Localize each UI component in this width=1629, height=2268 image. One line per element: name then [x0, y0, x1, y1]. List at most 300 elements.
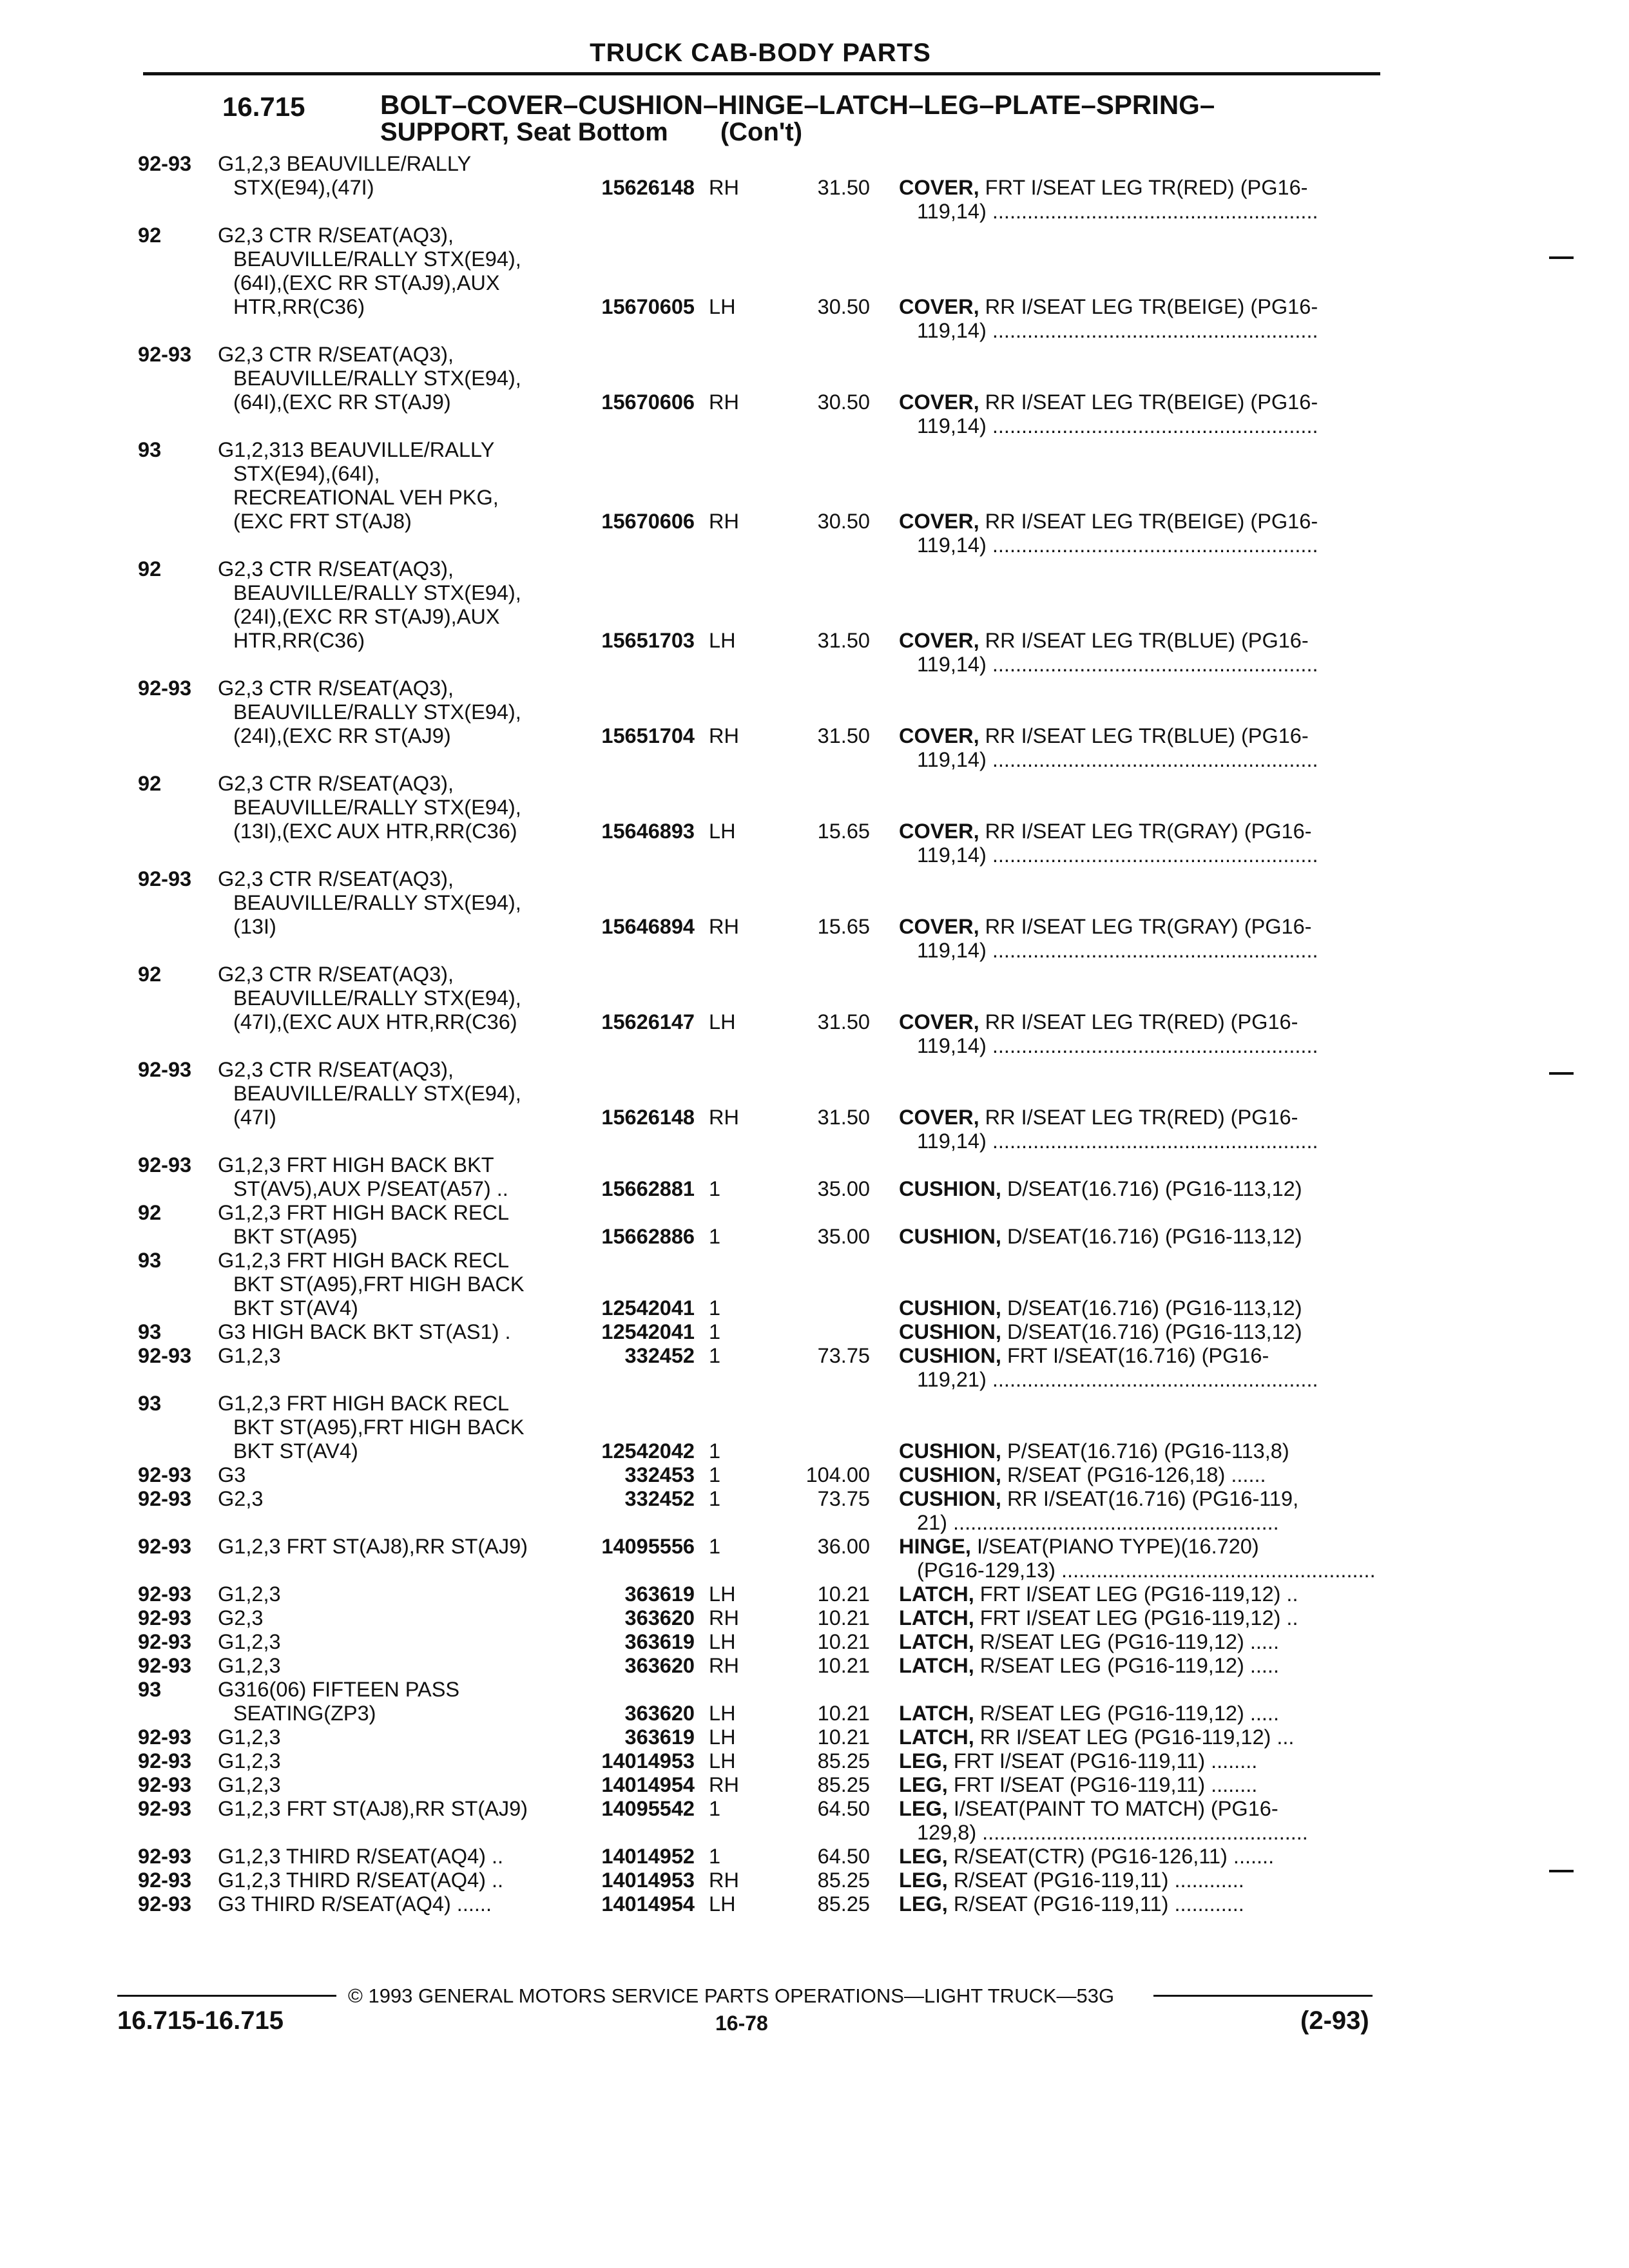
part-name-noun: HINGE,	[899, 1535, 971, 1558]
part-name-line	[899, 510, 1376, 533]
description-text: STX(E94),(64I),	[233, 462, 380, 485]
part-name-noun: LATCH,	[899, 1630, 974, 1653]
description-line	[218, 1416, 566, 1439]
description-line	[218, 295, 566, 319]
description-text: BEAUVILLE/RALLY STX(E94),	[233, 891, 521, 914]
part-name-detail: RR I/SEAT LEG TR(GRAY) (PG16-	[985, 915, 1312, 938]
description-line	[218, 1344, 566, 1368]
part-name-continuation: 119,14) .....	[899, 533, 1376, 557]
table-row	[0, 1201, 1629, 1249]
part-name-line	[899, 724, 1376, 748]
quantity-side: LH	[709, 629, 736, 652]
part-name-detail: RR I/SEAT LEG TR(BEIGE) (PG16-	[985, 510, 1318, 533]
table-row	[0, 1058, 1629, 1153]
usage-description	[218, 1249, 566, 1320]
part-number: 332452	[624, 1344, 695, 1367]
part-number: 332453	[624, 1463, 695, 1486]
description-text: RECREATIONAL VEH PKG,	[233, 486, 499, 509]
quantity-side: 1	[709, 1344, 721, 1367]
quantity-side: RH	[709, 1869, 739, 1892]
description-text: (64I),(EXC RR ST(AJ9),AUX	[233, 271, 500, 294]
description-line	[218, 367, 566, 390]
description-line	[218, 1392, 566, 1416]
price: 73.75	[817, 1344, 870, 1367]
part-name-line	[899, 915, 1376, 939]
description-line	[218, 390, 566, 414]
part-number: 14014953	[601, 1869, 695, 1892]
description-text: G1,2,3 FRT ST(AJ8),RR ST(AJ9)	[218, 1797, 528, 1820]
quantity-side: 1	[709, 1225, 721, 1248]
model-year: 92-93	[138, 343, 192, 366]
part-name-line	[899, 1606, 1376, 1630]
usage-description	[218, 1892, 566, 1916]
part-number: 15626147	[601, 1010, 695, 1033]
part-name	[899, 1773, 1376, 1797]
part-name-line	[899, 1535, 1376, 1559]
part-name-line	[899, 1702, 1376, 1725]
table-row	[0, 1845, 1629, 1869]
footer-copyright: © 1993 GENERAL MOTORS SERVICE PARTS OPERATIONS—LIGHT TRUCK—53G	[348, 1984, 1115, 2007]
description-line	[218, 224, 566, 247]
model-year: 92-93	[138, 867, 192, 890]
price: 31.50	[817, 629, 870, 652]
description-line	[218, 1606, 566, 1630]
part-name-detail: FRT I/SEAT LEG TR(RED) (PG16-	[985, 176, 1308, 199]
part-name-noun: COVER,	[899, 820, 979, 843]
part-name-noun: LATCH,	[899, 1606, 974, 1629]
description-text: BEAUVILLE/RALLY STX(E94),	[233, 700, 521, 724]
description-line	[218, 963, 566, 986]
part-name-noun: CUSHION,	[899, 1320, 1001, 1343]
model-year: 92-93	[138, 1153, 192, 1177]
part-number: 363620	[624, 1654, 695, 1677]
model-year: 92-93	[138, 1463, 192, 1486]
description-line	[218, 343, 566, 367]
description-text: G1,2,3 THIRD R/SEAT(AQ4) ..	[218, 1845, 504, 1868]
model-year: 92-93	[138, 1654, 192, 1677]
part-number: 363619	[624, 1725, 695, 1749]
quantity-side: 1	[709, 1439, 721, 1463]
table-row	[0, 152, 1629, 224]
part-number: 15670606	[601, 390, 695, 414]
description-text: STX(E94),(47I)	[233, 176, 374, 199]
description-text: G2,3 CTR R/SEAT(AQ3),	[218, 772, 454, 795]
price: 10.21	[817, 1725, 870, 1749]
footer-date: (2-93)	[1300, 2006, 1369, 2035]
description-line	[218, 867, 566, 891]
usage-description	[218, 1749, 566, 1773]
part-name-detail: R/SEAT (PG16-126,18) ......	[1007, 1463, 1266, 1486]
quantity-side: 1	[709, 1320, 721, 1343]
price: 10.21	[817, 1606, 870, 1629]
description-line	[218, 891, 566, 915]
table-row	[0, 772, 1629, 867]
part-name	[899, 1702, 1376, 1725]
part-name-detail: RR I/SEAT LEG (PG16-119,12) ...	[979, 1725, 1295, 1749]
description-line	[218, 462, 566, 486]
price: 85.25	[817, 1892, 870, 1916]
description-line	[218, 1630, 566, 1654]
part-name	[899, 1725, 1376, 1749]
usage-description	[218, 1869, 566, 1892]
model-year: 92	[138, 224, 162, 247]
part-name-continuation: 119,14) .....	[899, 1129, 1376, 1153]
part-name-noun: COVER,	[899, 295, 979, 318]
description-text: G1,2,3	[218, 1582, 281, 1606]
table-row	[0, 224, 1629, 343]
usage-description	[218, 1654, 566, 1678]
usage-description	[218, 1630, 566, 1654]
part-name	[899, 1582, 1376, 1606]
description-line	[218, 1177, 566, 1201]
description-text: (13I),(EXC AUX HTR,RR(C36)	[233, 820, 517, 843]
part-name-line	[899, 1320, 1376, 1344]
part-name-line	[899, 1773, 1376, 1797]
part-name-detail: R/SEAT (PG16-119,11) ............	[953, 1892, 1244, 1916]
description-text: G2,3	[218, 1487, 264, 1510]
description-text: BEAUVILLE/RALLY STX(E94),	[233, 796, 521, 819]
part-number: 14095556	[601, 1535, 695, 1558]
model-year: 93	[138, 1392, 162, 1415]
part-name	[899, 629, 1376, 677]
model-year: 92-93	[138, 1797, 192, 1820]
description-text: G1,2,3 FRT ST(AJ8),RR ST(AJ9)	[218, 1535, 528, 1558]
part-name-noun: LEG,	[899, 1845, 948, 1868]
part-name-line	[899, 1749, 1376, 1773]
part-name-noun: LEG,	[899, 1773, 948, 1796]
usage-description	[218, 438, 566, 533]
section-title-line1: BOLT–COVER–CUSHION–HINGE–LATCH–LEG–PLATE–SPRING–	[380, 90, 1215, 120]
price: 15.65	[817, 820, 870, 843]
usage-description	[218, 772, 566, 843]
model-year: 92-93	[138, 1773, 192, 1796]
part-name	[899, 1106, 1376, 1153]
model-year: 92-93	[138, 1725, 192, 1749]
price: 30.50	[817, 295, 870, 318]
usage-description	[218, 1845, 566, 1869]
part-name-line	[899, 629, 1376, 653]
part-name-noun: COVER,	[899, 176, 979, 199]
model-year: 92-93	[138, 1582, 192, 1606]
description-line	[218, 1463, 566, 1487]
description-text: G3 HIGH BACK BKT ST(AS1) .	[218, 1320, 511, 1343]
table-row	[0, 1153, 1629, 1201]
price: 31.50	[817, 1106, 870, 1129]
table-row	[0, 1463, 1629, 1487]
model-year: 93	[138, 1249, 162, 1272]
description-text: BKT ST(AV4)	[233, 1296, 358, 1320]
quantity-side: 1	[709, 1487, 721, 1510]
part-name-line	[899, 1344, 1376, 1368]
description-text: BEAUVILLE/RALLY STX(E94),	[233, 247, 521, 271]
part-name-noun: COVER,	[899, 724, 979, 747]
part-name-line	[899, 1654, 1376, 1678]
description-text: G1,2,3	[218, 1344, 281, 1367]
part-name-noun: COVER,	[899, 629, 979, 652]
part-name-noun: LATCH,	[899, 1725, 974, 1749]
table-row	[0, 1535, 1629, 1582]
table-row	[0, 1582, 1629, 1606]
part-name-detail: I/SEAT(PAINT TO MATCH) (PG16-	[953, 1797, 1278, 1820]
usage-description	[218, 1320, 566, 1344]
description-text: BEAUVILLE/RALLY STX(E94),	[233, 367, 521, 390]
section-number: 16.715	[222, 91, 305, 122]
part-number: 363620	[624, 1606, 695, 1629]
description-text: G2,3	[218, 1606, 264, 1629]
description-text: (13I)	[233, 915, 276, 938]
part-name	[899, 1845, 1376, 1869]
part-name	[899, 1869, 1376, 1892]
part-name-detail: FRT I/SEAT(16.716) (PG16-	[1007, 1344, 1269, 1367]
part-name-line	[899, 390, 1376, 414]
description-line	[218, 438, 566, 462]
footer-rule-right	[1153, 1995, 1373, 1997]
part-number: 332452	[624, 1487, 695, 1510]
part-name	[899, 1487, 1376, 1535]
table-row	[0, 1725, 1629, 1749]
part-name-detail: FRT I/SEAT (PG16-119,11) ........	[953, 1773, 1258, 1796]
quantity-side: 1	[709, 1177, 721, 1200]
model-year: 93	[138, 438, 162, 461]
description-line	[218, 1869, 566, 1892]
quantity-side: RH	[709, 390, 739, 414]
quantity-side: LH	[709, 1702, 736, 1725]
part-name-line	[899, 295, 1376, 319]
part-name-line	[899, 1010, 1376, 1034]
description-text: SEATING(ZP3)	[233, 1702, 376, 1725]
description-line	[218, 605, 566, 629]
quantity-side: RH	[709, 724, 739, 747]
part-name-continuation: 119,21) .....	[899, 1368, 1376, 1392]
part-name-line	[899, 1225, 1376, 1249]
price: 30.50	[817, 390, 870, 414]
part-name-continuation: (PG16-129,13) .....	[899, 1559, 1376, 1582]
description-line	[218, 1702, 566, 1725]
description-line	[218, 1582, 566, 1606]
model-year: 92-93	[138, 1058, 192, 1081]
usage-description	[218, 1773, 566, 1797]
model-year: 92-93	[138, 1606, 192, 1629]
part-name-detail: D/SEAT(16.716) (PG16-113,12)	[1007, 1296, 1302, 1320]
part-name-line	[899, 1296, 1376, 1320]
description-text: G1,2,3	[218, 1654, 281, 1677]
quantity-side: RH	[709, 915, 739, 938]
part-name-noun: LEG,	[899, 1869, 948, 1892]
table-row	[0, 343, 1629, 438]
part-number: 15651703	[601, 629, 695, 652]
part-name-detail: RR I/SEAT(16.716) (PG16-119,	[1007, 1487, 1299, 1510]
part-name-continuation: 119,14) .....	[899, 653, 1376, 677]
model-year: 92-93	[138, 1869, 192, 1892]
usage-description	[218, 224, 566, 319]
description-text: (47I)	[233, 1106, 276, 1129]
description-text: (24I),(EXC RR ST(AJ9)	[233, 724, 451, 747]
part-name-noun: CUSHION,	[899, 1344, 1001, 1367]
part-name	[899, 1654, 1376, 1678]
part-name-line	[899, 1106, 1376, 1129]
description-text: G1,2,3 FRT HIGH BACK RECL	[218, 1201, 510, 1224]
model-year: 93	[138, 1320, 162, 1343]
description-line	[218, 1106, 566, 1129]
model-year: 92	[138, 557, 162, 581]
part-name-noun: CUSHION,	[899, 1225, 1001, 1248]
description-line	[218, 1273, 566, 1296]
description-text: G1,2,3	[218, 1630, 281, 1653]
table-row	[0, 1869, 1629, 1892]
price: 10.21	[817, 1702, 870, 1725]
part-name	[899, 176, 1376, 224]
table-row	[0, 867, 1629, 963]
model-year: 92	[138, 1201, 162, 1224]
usage-description	[218, 1058, 566, 1129]
part-name-noun: LATCH,	[899, 1702, 974, 1725]
part-name-continuation: 119,14) .....	[899, 843, 1376, 867]
description-line	[218, 1487, 566, 1511]
description-line	[218, 510, 566, 533]
table-row	[0, 1773, 1629, 1797]
description-line	[218, 986, 566, 1010]
quantity-side: RH	[709, 176, 739, 199]
quantity-side: LH	[709, 295, 736, 318]
price: 10.21	[817, 1630, 870, 1653]
description-text: HTR,RR(C36)	[233, 629, 365, 652]
description-line	[218, 557, 566, 581]
quantity-side: LH	[709, 1725, 736, 1749]
part-name-detail: RR I/SEAT LEG TR(BLUE) (PG16-	[985, 629, 1309, 652]
description-text: G1,2,3	[218, 1749, 281, 1773]
part-name-detail: I/SEAT(PIANO TYPE)(16.720)	[977, 1535, 1259, 1558]
description-line	[218, 820, 566, 843]
table-row	[0, 1892, 1629, 1916]
part-name-detail: D/SEAT(16.716) (PG16-113,12)	[1007, 1177, 1302, 1200]
description-line	[218, 1320, 566, 1344]
description-line	[218, 1773, 566, 1797]
usage-description	[218, 1344, 566, 1368]
table-row	[0, 963, 1629, 1058]
description-text: BKT ST(A95)	[233, 1225, 358, 1248]
description-line	[218, 772, 566, 796]
part-name	[899, 1439, 1376, 1463]
quantity-side: 1	[709, 1845, 721, 1868]
part-name-noun: COVER,	[899, 390, 979, 414]
part-name-detail: R/SEAT LEG (PG16-119,12) .....	[979, 1654, 1279, 1677]
part-number: 363619	[624, 1630, 695, 1653]
part-name	[899, 1749, 1376, 1773]
table-row	[0, 1630, 1629, 1654]
usage-description	[218, 1153, 566, 1201]
description-line	[218, 176, 566, 200]
description-line	[218, 581, 566, 605]
usage-description	[218, 1201, 566, 1249]
usage-description	[218, 1606, 566, 1630]
part-name-line	[899, 1630, 1376, 1654]
part-name-continuation: 119,14) .....	[899, 939, 1376, 963]
model-year: 92-93	[138, 677, 192, 700]
quantity-side: LH	[709, 1892, 736, 1916]
part-name	[899, 820, 1376, 867]
description-line	[218, 1535, 566, 1559]
part-name-noun: LEG,	[899, 1749, 948, 1773]
table-row	[0, 1654, 1629, 1678]
description-text: G2,3 CTR R/SEAT(AQ3),	[218, 867, 454, 890]
table-row	[0, 1797, 1629, 1845]
usage-description	[218, 1392, 566, 1463]
description-text: BKT ST(A95),FRT HIGH BACK	[233, 1273, 525, 1296]
footer-rule-left	[117, 1995, 336, 1997]
model-year: 92	[138, 963, 162, 986]
table-row	[0, 1249, 1629, 1320]
part-number: 14014953	[601, 1749, 695, 1773]
price: 85.25	[817, 1869, 870, 1892]
usage-description	[218, 1463, 566, 1487]
description-line	[218, 1296, 566, 1320]
model-year: 92-93	[138, 1535, 192, 1558]
table-row	[0, 1678, 1629, 1725]
part-name-line	[899, 1892, 1376, 1916]
usage-description	[218, 867, 566, 939]
part-number: 12542042	[601, 1439, 695, 1463]
part-number: 15670606	[601, 510, 695, 533]
description-line	[218, 796, 566, 820]
table-row	[0, 1749, 1629, 1773]
description-line	[218, 486, 566, 510]
description-text: ST(AV5),AUX P/SEAT(A57) ..	[233, 1177, 508, 1200]
part-number: 363620	[624, 1702, 695, 1725]
part-name-detail: RR I/SEAT LEG TR(RED) (PG16-	[985, 1010, 1298, 1033]
table-row	[0, 1320, 1629, 1344]
part-name-continuation: 119,14) .....	[899, 414, 1376, 438]
table-row	[0, 1606, 1629, 1630]
part-name-detail: RR I/SEAT LEG TR(BLUE) (PG16-	[985, 724, 1309, 747]
part-name	[899, 1296, 1376, 1320]
usage-description	[218, 677, 566, 748]
description-text: (47I),(EXC AUX HTR,RR(C36)	[233, 1010, 517, 1033]
price: 35.00	[817, 1225, 870, 1248]
quantity-side: LH	[709, 1749, 736, 1773]
description-text: G1,2,3	[218, 1725, 281, 1749]
quantity-side: LH	[709, 1630, 736, 1653]
part-name-detail: FRT I/SEAT (PG16-119,11) ........	[953, 1749, 1258, 1773]
part-name-line	[899, 1845, 1376, 1869]
part-name-detail: R/SEAT (PG16-119,11) ............	[953, 1869, 1244, 1892]
price: 104.00	[805, 1463, 870, 1486]
part-name	[899, 1535, 1376, 1582]
part-name-noun: LEG,	[899, 1892, 948, 1916]
description-text: G1,2,3 THIRD R/SEAT(AQ4) ..	[218, 1869, 504, 1892]
quantity-side: 1	[709, 1296, 721, 1320]
usage-description	[218, 1725, 566, 1749]
description-text: BEAUVILLE/RALLY STX(E94),	[233, 1082, 521, 1105]
description-line	[218, 1439, 566, 1463]
description-line	[218, 1249, 566, 1273]
quantity-side: 1	[709, 1535, 721, 1558]
footer-section-range: 16.715-16.715	[117, 2006, 284, 2035]
price: 36.00	[817, 1535, 870, 1558]
description-text: G1,2,3 FRT HIGH BACK RECL	[218, 1249, 510, 1272]
description-text: G316(06) FIFTEEN PASS	[218, 1678, 460, 1701]
description-line	[218, 1797, 566, 1821]
page-header-title: TRUCK CAB-BODY PARTS	[590, 39, 931, 67]
part-name	[899, 510, 1376, 557]
part-name-line	[899, 1869, 1376, 1892]
quantity-side: RH	[709, 1106, 739, 1129]
description-line	[218, 1845, 566, 1869]
part-name-detail: R/SEAT LEG (PG16-119,12) .....	[979, 1702, 1279, 1725]
part-name	[899, 1010, 1376, 1058]
description-text: G2,3 CTR R/SEAT(AQ3),	[218, 224, 454, 247]
part-name-detail: FRT I/SEAT LEG (PG16-119,12) ..	[979, 1606, 1298, 1629]
part-name	[899, 1463, 1376, 1487]
